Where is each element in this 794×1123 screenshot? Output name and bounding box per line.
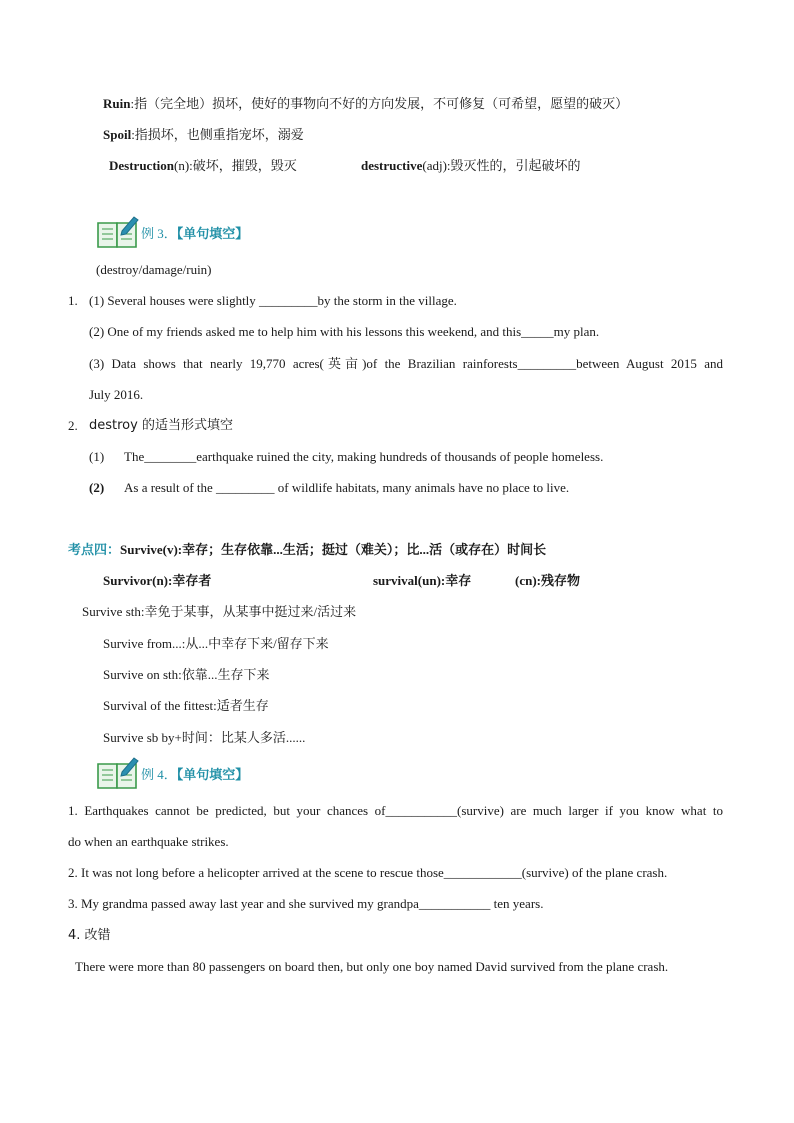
q2-number: 2. — [68, 418, 78, 433]
ruin-definition — [103, 96, 628, 112]
ruin-def: :指（完全地）损坏，使好的事物向不好的方向发展，不可修复（可希望，愿望的破灭） — [130, 96, 629, 111]
destructive-definition — [361, 158, 581, 174]
destructive-term: destructive — [361, 158, 423, 173]
phrase-1: Survive sth:幸免于某事，从某事中挺过来/活过来 — [82, 604, 357, 619]
phrase-4: Survival of the fittest:适者生存 — [103, 698, 269, 713]
q2-item-2: As a result of the _________ of wildlife habitats, many animals have no place to live. — [124, 480, 570, 495]
key-point-4-heading — [68, 542, 546, 558]
destruction-def: (n):破坏，摧毁，毁灭 — [174, 158, 297, 173]
example-3-hint: (destroy/damage/ruin) — [96, 262, 212, 277]
spoil-definition — [103, 127, 304, 143]
example-4-label: 例 4． — [141, 767, 177, 782]
book-pencil-icon — [96, 215, 140, 249]
example-3-header — [141, 226, 248, 242]
ruin-term: Ruin — [103, 96, 131, 111]
key-point-4-title: Survive(v):幸存；生存依靠...生活；挺过（难关）；比...活（或存在）时间长 — [120, 542, 547, 557]
ex4-q2: 2. It was not long before a helicopter arrived at the scene to rescue those____________(survive) of the plane crash. — [68, 865, 668, 880]
phrase-5: Survive sb by+时间：比某人多活...... — [103, 730, 306, 745]
spoil-term: Spoil — [103, 127, 132, 142]
q1-number: 1. — [68, 293, 78, 308]
destructive-def: (adj):毁灭性的，引起破坏的 — [422, 158, 581, 173]
destruction-definition — [109, 158, 297, 174]
spoil-def: :指损坏，也侧重指宠坏，溺爱 — [131, 127, 304, 142]
phrase-2: Survive from...:从...中幸存下来/留存下来 — [103, 636, 329, 651]
q1-item-2: (2) One of my friends asked me to help him with his lessons this weekend, and this_____my plan. — [89, 324, 600, 339]
q2-title: destroy 的适当形式填空 — [89, 418, 233, 433]
q1-item-3-line-1: (3) Data shows that nearly 19,770 acres(英亩)of the Brazilian rainforests_________between August 2015 and — [89, 356, 723, 371]
survivor-definition: Survivor(n):幸存者 — [103, 573, 212, 588]
ex4-q1-line-2: do when an earthquake strikes. — [68, 834, 229, 849]
ex4-q3: 3. My grandma passed away last year and she survived my grandpa___________ ten years. — [68, 896, 544, 911]
example-3-title: 【单句填空】 — [176, 226, 249, 241]
ex4-q4-sentence: There were more than 80 passengers on board then, but only one boy named David survived from the plane crash. — [75, 959, 669, 974]
q1-item-3-line-2: July 2016. — [89, 387, 144, 402]
example-4-title: 【单句填空】 — [176, 767, 249, 782]
example-3-label: 例 3． — [141, 226, 177, 241]
survival-definition: survival(un):幸存 — [373, 573, 472, 588]
q1-item-1: (1) Several houses were slightly _________by the storm in the village. — [89, 293, 457, 308]
example-4-header — [141, 767, 248, 783]
q2-item-1: The________earthquake ruined the city, making hundreds of thousands of people homeless. — [124, 449, 604, 464]
key-point-4-label: 考点四： — [68, 542, 121, 557]
book-pencil-icon — [96, 756, 140, 790]
destruction-term: Destruction — [109, 158, 174, 173]
phrase-3: Survive on sth:依靠...生存下来 — [103, 667, 270, 682]
q2-item-2-number: (2) — [89, 480, 105, 495]
survival-cn-definition: (cn):残存物 — [515, 573, 580, 588]
q2-item-1-number: (1) — [89, 449, 105, 464]
ex4-q1-line-1: 1. Earthquakes cannot be predicted, but your chances of___________(survive) are much larger if you know what to — [68, 803, 723, 818]
ex4-q4-label: 4. 改错 — [68, 928, 111, 943]
